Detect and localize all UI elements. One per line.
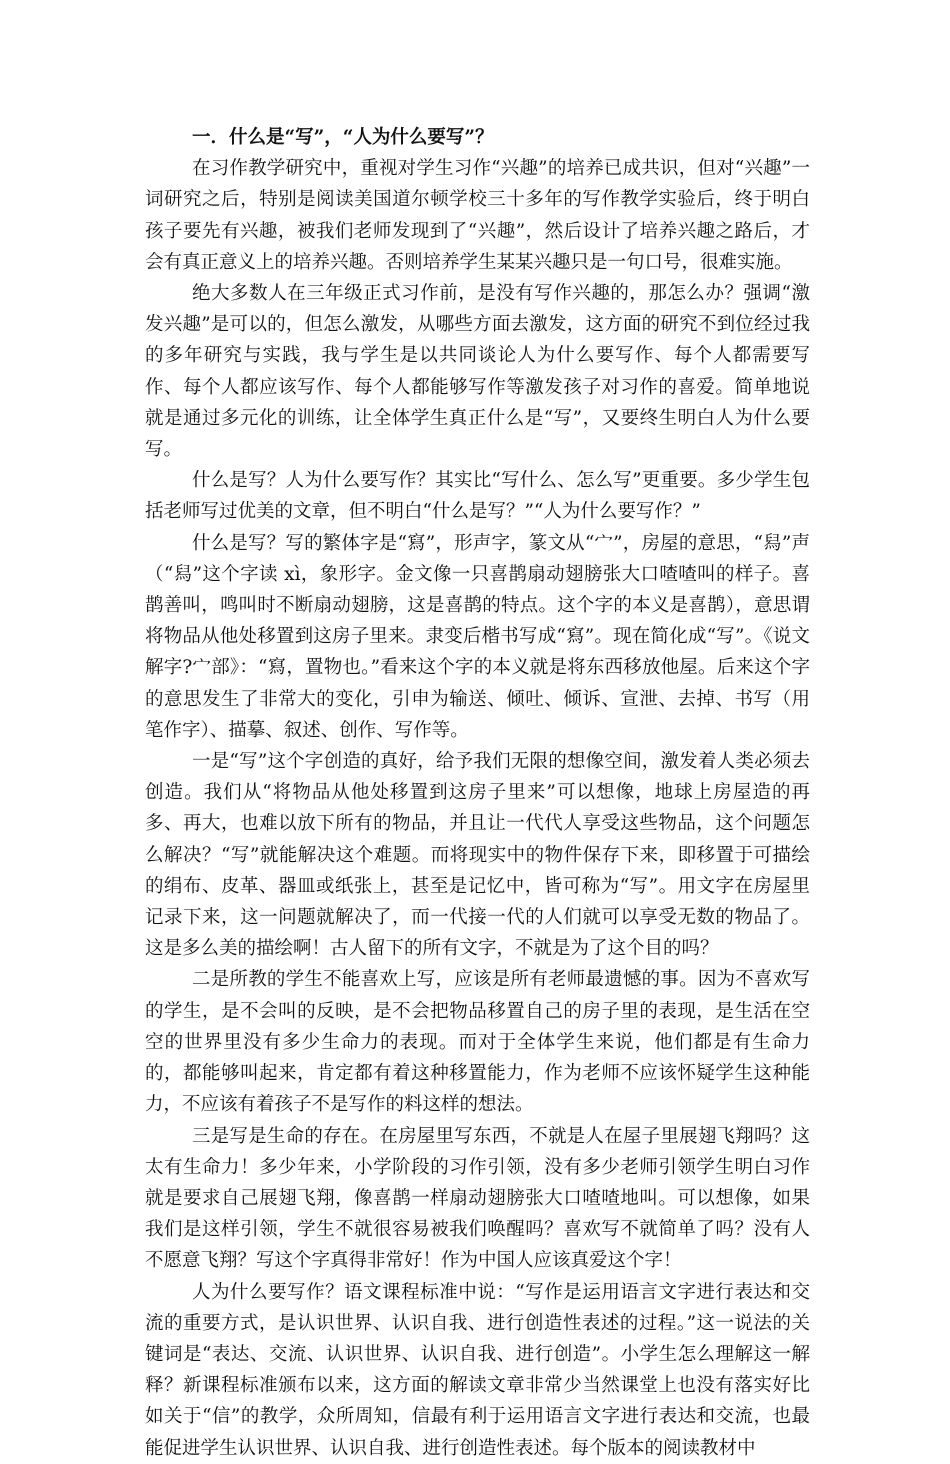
paragraph-motivation: 绝大多数人在三年级正式习作前，是没有写作兴趣的，那怎么办？强调“激发兴趣”是可以的，但怎么激发，从哪些方面去激发，这方面的研究不到位经过我的多年研究与实践，我与学生是以共同谈论人为什么要写作、每个人都需要写作、每个人都应该写作、每个人都能够写作等激发孩子对习作的喜爱。简单地说就是通过多元化的训练，让全体学生真正什么是“写”，又要终生明白人为什么要写。 (145, 283, 810, 461)
paragraph-why-write: 人为什么要写作？语文课程标准中说：“写作是运用语言文字进行表达和交流的重要方式，是认识世界、认识自我、进行创造性表述的过程。”这一说法的关键词是“表达、交流、认识世界、认识自我、进行创造”。小学生怎么理解这一解释？新课程标准颁布以来，这方面的解读文章非常少当然课堂上也没有落实好比如关于“信”的教学，众所周知，信最有利于运用语言文字进行表达和交流，也最能促进学生认识世界、认识自我、进行创造性表述。每个版本的阅读教材中 (145, 1281, 810, 1459)
paragraph-point-two: 二是所教的学生不能喜欢上写，应该是所有老师最遗憾的事。因为不喜欢写的学生，是不会叫的反映，是不会把物品移置自己的房子里的表现，是生活在空空的世界里没有多少生命力的表现。而对于全体学生来说，他们都是有生命力的，都能够叫起来，肯定都有着这种移置能力，作为老师不应该怀疑学生这种能力，不应该有着孩子不是写作的料这样的想法。 (145, 969, 810, 1116)
paragraph-interest: 在习作教学研究中，重视对学生习作“兴趣”的培养已成共识，但对“兴趣”一词研究之后，特别是阅读美国道尔顿学校三十多年的写作教学实验后，终于明白孩子要先有兴趣，被我们老师发现到了“兴趣”，然后设计了培养兴趣之路后，才会有真正意义上的培养兴趣。否则培养学生某某兴趣只是一句口号，很难实施。 (145, 158, 810, 273)
document-page (145, 122, 810, 1464)
paragraph-point-one: 一是“写”这个字创造的真好，给予我们无限的想像空间，激发着人类必须去创造。我们从“将物品从他处移置到这房子里来”可以想像，地球上房屋造的再多、再大，也难以放下所有的物品，并且让一代代人享受这些物品，这个问题怎么解决？“写”就能解决这个难题。而将现实中的物件保存下来，即移置于可描绘的绢布、皮革、器皿或纸张上，甚至是记忆中，皆可称为“写”。用文字在房屋里记录下来，这一问题就解决了，而一代接一代的人们就可以享受无数的物品了。这是多么美的描绘啊！古人留下的所有文字，不就是为了这个目的吗？ (145, 751, 810, 960)
paragraph-etymology: 什么是写？写的繁体字是“寫”，形声字，篆文从“宀”，房屋的意思，“舄”声（“舄”这个字读 xì，象形字。金文像一只喜鹊扇动翅膀张大口喳喳叫的样子。喜鹊善叫，鸣叫时不断扇动翅膀，这是喜鹊的特点。这个字的本义是喜鹊），意思谓将物品从他处移置到这房子里来。隶变后楷书写成“寫”。现在简化成“写”。《说文解字?宀部》：“寫，置物也。”看来这个字的本义就是将东西移放他屋。后来这个字的意思发生了非常大的变化，引申为输送、倾吐、倾诉、宣泄、去掉、书写（用笔作字）、描摹、叙述、创作、写作等。 (145, 532, 810, 741)
paragraph-point-three: 三是写是生命的存在。在房屋里写东西，不就是人在屋子里展翅飞翔吗？这太有生命力！多少年来，小学阶段的习作引领，没有多少老师引领学生明白习作就是要求自己展翅飞翔，像喜鹊一样扇动翅膀张大口喳喳地叫。可以想像，如果我们是这样引领，学生不就很容易被我们唤醒吗？喜欢写不就简单了吗？没有人不愿意飞翔？写这个字真得非常好！作为中国人应该真爱这个字！ (145, 1125, 810, 1272)
section-heading: 一．什么是“写”，“人为什么要写”？ (192, 127, 494, 148)
paragraph-what-is-writing: 什么是写？人为什么要写作？其实比“写什么、怎么写”更重要。多少学生包括老师写过优美的文章，但不明白“什么是写？”“人为什么要写作？” (145, 470, 810, 523)
